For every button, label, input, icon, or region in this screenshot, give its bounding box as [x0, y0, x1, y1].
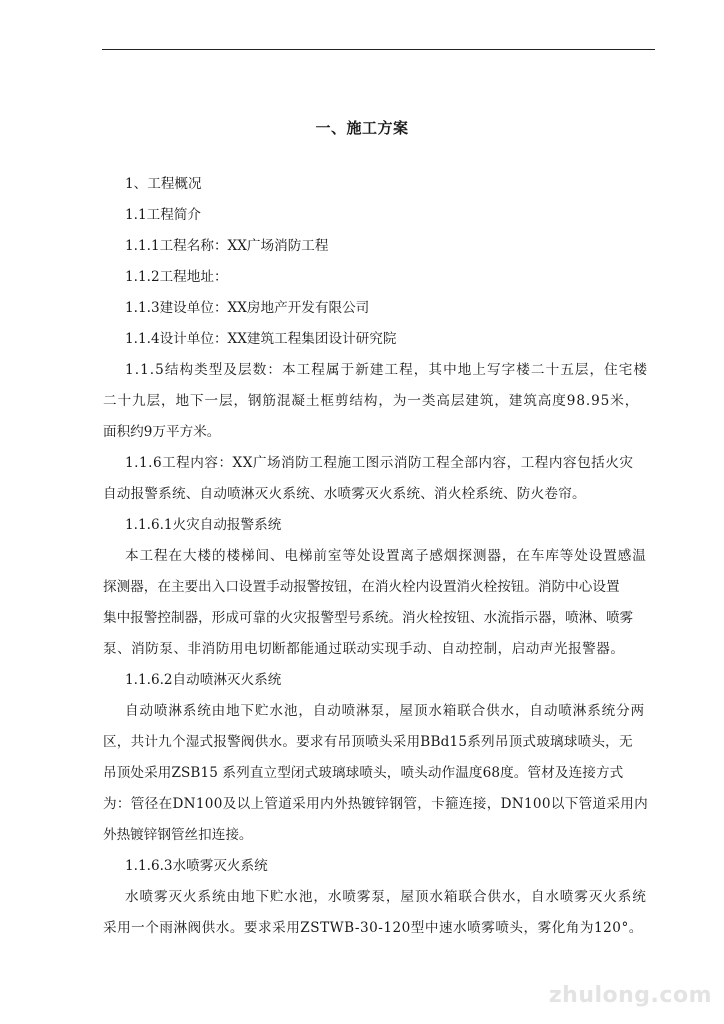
paragraph-line: 为：管径在DN100及以上管道采用内外热镀锌钢管，卡箍连接，DN100以下管道采用内 — [103, 796, 649, 812]
project-address-line: 1.1.2工程地址： — [125, 269, 228, 285]
paragraph-line: 集中报警控制器，形成可靠的火灾报警型号系统。消火栓按钮、水流指示器，喷淋、喷雾 — [103, 610, 634, 626]
paragraph-line: 1.1.5结构类型及层数：本工程属于新建工程，其中地上写字楼二十五层，住宅楼 — [125, 362, 649, 378]
subsection-heading: 1.1.6.2自动喷淋灭火系统 — [125, 672, 282, 688]
paragraph-line: 泵、消防泵、非消防用电切断都能通过联动实现手动、自动控制，启动声光报警器。 — [103, 641, 625, 657]
paragraph-line: 区，共计九个湿式报警阀供水。要求有吊顶喷头采用BBd15系列吊顶式玻璃球喷头，无 — [103, 734, 633, 750]
paragraph-line: 水喷雾灭火系统由地下贮水池，水喷雾泵，屋顶水箱联合供水，自水喷雾灭火系统 — [125, 889, 647, 905]
paragraph-line: 1.1.6工程内容：XX广场消防工程施工图示消防工程全部内容，工程内容包括火灾 — [125, 455, 634, 471]
paragraph-line: 探测器，在主要出入口设置手动报警按钮，在消火栓内设置消火栓按钮。消防中心设置 — [103, 579, 620, 595]
header-rule — [102, 49, 655, 50]
page-title: 一、施工方案 — [315, 119, 409, 137]
paragraph-line: 外热镀锌钢管丝扣连接。 — [103, 827, 253, 843]
paragraph-line: 自动喷淋系统由地下贮水池，自动喷淋泵，屋顶水箱联合供水，自动喷淋系统分两 — [125, 703, 645, 719]
paragraph-line: 面积约9万平方米。 — [103, 424, 221, 440]
paragraph-line: 二十九层，地下一层，钢筋混凝土框剪结构，为一类高层建筑，建筑高度98.95米， — [103, 393, 640, 409]
subsection-heading: 1.1.6.3水喷雾灭火系统 — [125, 858, 268, 874]
subsection-heading: 1.1.6.1火灾自动报警系统 — [125, 517, 282, 533]
site-watermark: zhulong.com — [548, 983, 712, 1008]
paragraph-line: 本工程在大楼的楼梯间、电梯前室等处设置离子感烟探测器，在车库等处设置感温 — [125, 548, 647, 564]
paragraph-line: 吊顶处采用ZSB15 系列直立型闭式玻璃球喷头，喷头动作温度68度。管材及连接方式 — [103, 765, 624, 781]
construction-unit-line: 1.1.3建设单位：XX房地产开发有限公司 — [125, 300, 370, 316]
section-heading: 1、工程概况 — [125, 176, 202, 192]
paragraph-line: 采用一个雨淋阀供水。要求采用ZSTWB-30-120型中速水喷雾喷头，雾化角为120°。 — [103, 920, 643, 936]
subsection-heading: 1.1工程简介 — [125, 207, 201, 223]
paragraph-line: 自动报警系统、自动喷淋灭火系统、水喷雾灭火系统、消火栓系统、防火卷帘。 — [103, 486, 586, 502]
project-name-line: 1.1.1工程名称：XX广场消防工程 — [125, 238, 329, 254]
design-unit-line: 1.1.4设计单位：XX建筑工程集团设计研究院 — [125, 331, 397, 347]
